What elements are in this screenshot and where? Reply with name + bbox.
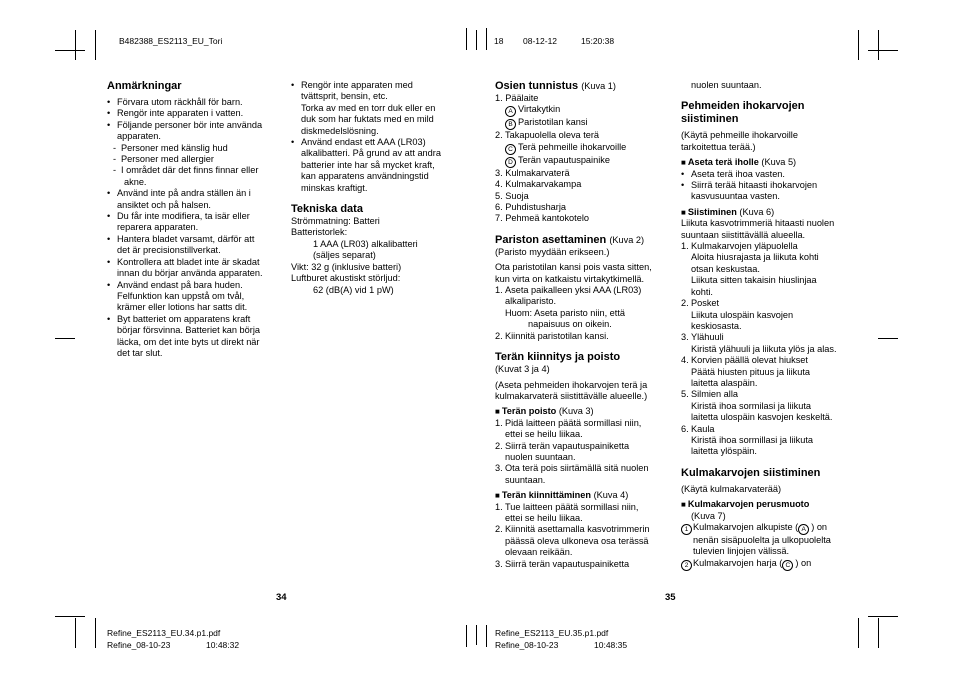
note: (Käytä kulmakarvaterää)	[681, 483, 782, 494]
spec-line: 1 AAA (LR03) alkalibatteri	[313, 238, 418, 249]
footer-right-date: Refine_08-10-23	[495, 640, 559, 650]
crop-mark	[486, 625, 487, 647]
part-item: C Terä pehmeille ihokarvoille	[495, 142, 671, 155]
step-item: 1. Aseta paikalleen yksi AAA (LR03) alkaliparisto.	[495, 285, 642, 307]
crop-mark	[858, 30, 859, 60]
crop-mark	[466, 28, 467, 50]
list-item: • Använd endast på bara huden. Felfunktion kan uppstå om tvål, krämer eller lotions har satts dit.	[107, 280, 279, 314]
step-item: 2. Siirrä terän vapautuspainiketta nuolen suuntaan.	[495, 440, 630, 462]
body-text: kulmakarvaterä siistittävälle alueelle.)	[495, 390, 648, 401]
step-item: 6. Kaula Kiristä ihoa sormillasi ja liikuta laitetta ylöspäin.	[681, 423, 814, 457]
list-item: • Förvara utom räckhåll för barn.	[107, 97, 279, 108]
part-item: 1. Päälaite	[495, 93, 539, 103]
header-date: 08-12-12	[523, 36, 558, 46]
crop-mark	[858, 618, 859, 648]
body-text: Liikuta kasvotrimmeriä hitaasti nuolen	[681, 218, 835, 229]
crop-mark	[95, 618, 96, 648]
list-item: • Byt batteriet om apparatens kraft börjar försvinna. Batteriet kan börja läcka, om det inte byts ut direkt när det tar slut.	[107, 314, 279, 360]
section-title: Kulmakarvojen siistiminen	[681, 466, 821, 479]
step-item: 5. Silmien alla Kiristä ihoa sormilasi ja liikuta laitetta ulospäin kasvojen keskeltä.	[681, 389, 833, 423]
crop-mark	[55, 616, 85, 617]
spec-line: Luftburet akustiskt störljud:	[291, 273, 401, 284]
section-title: Tekniska data	[291, 203, 363, 216]
footer-left-date: Refine_08-10-23	[107, 640, 171, 650]
column-siistiminen	[681, 80, 859, 571]
crop-mark	[75, 618, 76, 648]
part-item: B Paristotilan kansi	[495, 117, 671, 130]
part-item: 4. Kulmakarvakampa	[495, 179, 582, 190]
body-text: kun virta on katkaistu virtakytkimellä.	[495, 273, 645, 284]
crop-mark	[476, 30, 477, 50]
body-text: nuolen suuntaan.	[691, 80, 762, 90]
footer-left-time: 10:48:32	[206, 640, 240, 650]
spec-line: 62 (dB(A) vid 1 pW)	[313, 284, 394, 295]
spec-line: Vikt: 32 g (inklusive batteri)	[291, 261, 402, 272]
page-number-left: 34	[276, 592, 287, 603]
subsection-title: ■ Terän kiinnittäminen (Kuva 4)	[495, 490, 629, 501]
list-item: - Personer med känslig hud	[107, 143, 279, 154]
list-item: - Personer med allergier	[107, 154, 279, 165]
part-item: A Virtakytkin	[495, 104, 671, 117]
note: (Kuvat 3 ja 4)	[495, 364, 550, 375]
list-item: • Använd inte på andra ställen än i ansiktet och på halsen.	[107, 188, 279, 211]
list-item: • Rengör inte apparaten med tvättsprit, bensin, etc. Torka av med en torr duk eller en duk som har fuktats med en mild diskmedelslösning.	[291, 80, 463, 137]
step-item: 2. Posket Liikuta ulospäin kasvojen keskiosasta.	[681, 298, 794, 331]
header-page-ref: 18	[494, 36, 504, 46]
section-title: Pehmeiden ihokarvojen siistiminen	[681, 100, 805, 126]
crop-mark	[878, 30, 879, 60]
subsection-title: ■ Kulmakarvojen perusmuoto	[681, 499, 810, 510]
step-item: 3. Ylähuuli Kiristä ylähuuli ja liikuta ylös ja alas.	[681, 332, 837, 354]
step-item: 3. Siirrä terän vapautuspainiketta	[495, 558, 630, 569]
list-item: • Du får inte modifiera, ta isär eller reparera apparaten.	[107, 211, 279, 234]
step-item: 1. Pidä laitteen päätä sormillasi niin, ettei se heilu liikaa.	[495, 417, 642, 440]
body-text: (Aseta pehmeiden ihokarvojen terä ja	[495, 379, 648, 390]
spec-line: (säljes separat)	[313, 250, 376, 261]
crop-mark	[466, 625, 467, 647]
footer-right-time: 10:48:35	[594, 640, 628, 650]
crop-mark	[55, 338, 75, 339]
list-item: • Följande personer bör inte använda apparaten.	[107, 120, 279, 143]
body-text: Ota paristotilan kansi pois vasta sitten,	[495, 262, 652, 273]
section-title: Osien tunnistus (Kuva 1)	[495, 80, 616, 92]
header-time: 15:20:38	[581, 36, 615, 46]
list-item: - I området där det finns finnar eller akne.	[107, 165, 279, 188]
step-item: 1 Kulmakarvojen alkupiste ( A ) on nenän sisäpuolelta ja ulkopuolelta tulevien linjojen välissä.	[681, 522, 859, 558]
column-anmarkningar	[107, 80, 279, 359]
step-item: 3. Ota terä pois siirtämällä sitä nuolen suuntaan.	[495, 463, 649, 485]
header-job-id: B482388_ES2113_EU_Tori	[119, 36, 223, 46]
list-item: • Aseta terä ihoa vasten.	[681, 169, 859, 180]
step-item: 1. Kulmakarvojen yläpuolella Aloita hiusrajasta ja liikuta kohti otsan keskustaa. Liikuta sitten takaisin hiuslinjaa kohti.	[681, 241, 819, 297]
body-text: suuntaan siistittävällä alueella.	[681, 229, 806, 240]
crop-mark	[878, 618, 879, 648]
part-item: 7. Pehmeä kantokotelo	[495, 213, 589, 224]
crop-mark	[55, 50, 85, 51]
step-item: 2. Kiinnitä paristotilan kansi.	[495, 330, 609, 341]
note: (Kuva 7)	[691, 510, 726, 521]
list-item: • Rengör inte apparaten i vatten.	[107, 108, 279, 119]
column-tekniska	[291, 80, 463, 296]
page-number-right: 35	[665, 592, 676, 603]
note: (Käytä pehmeille ihokarvoille	[681, 130, 798, 141]
crop-mark	[868, 50, 898, 51]
list-item: • Använd endast ett AAA (LR03) alkalibatteri. På grund av att andra batterier inte har så mycket kraft, kan apparatens användningstid minskas kraftigt.	[291, 137, 463, 194]
subsection-title: ■ Terän poisto (Kuva 3)	[495, 406, 594, 417]
list-item: • Hantera bladet varsamt, därför att det är precisionstillverkat.	[107, 234, 279, 257]
part-item: 6. Puhdistusharja	[495, 202, 566, 213]
crop-mark	[486, 28, 487, 50]
list-item: • Kontrollera att bladet inte är skadat innan du börjar använda apparaten.	[107, 257, 279, 280]
crop-mark	[95, 30, 96, 60]
footer-right-file: Refine_ES2113_EU.35.p1.pdf	[495, 628, 609, 638]
part-item: D Terän vapautuspainike	[495, 155, 671, 168]
note: napaisuus on oikein.	[528, 319, 612, 330]
column-osien-tunnistus	[495, 80, 671, 570]
crop-mark	[868, 616, 898, 617]
footer-left-file: Refine_ES2113_EU.34.p1.pdf	[107, 628, 221, 638]
note: tarkoitettua terää.)	[681, 141, 756, 152]
step-item: 2 Kulmakarvojen harja ( C ) on	[681, 558, 859, 571]
part-item: 5. Suoja	[495, 190, 529, 201]
note: Huom: Aseta paristo niin, että	[505, 307, 626, 318]
crop-mark	[878, 338, 898, 339]
step-item: 2. Kiinnitä asettamalla kasvotrimmerin päässä oleva ulkoneva osa terässä olevaan reikään.	[495, 524, 650, 558]
spec-line: Strömmatning: Batteri	[291, 216, 380, 227]
step-item: 4. Korvien päällä olevat hiukset Päätä hiusten pituus ja liikuta laitetta alaspäin.	[681, 355, 811, 388]
list-item: • Siirrä terää hitaasti ihokarvojen kasvusuuntaa vasten.	[681, 180, 859, 203]
part-item: 2. Takapuolella oleva terä	[495, 130, 600, 141]
subsection-title: ■ Aseta terä iholle (Kuva 5)	[681, 157, 797, 168]
step-item: 1. Tue laitteen päätä sormillasi niin, ettei se heilu liikaa.	[495, 501, 639, 523]
section-title: Pariston asettaminen (Kuva 2)	[495, 233, 645, 246]
crop-mark	[476, 625, 477, 645]
part-item: 3. Kulmakarvaterä	[495, 167, 570, 178]
subsection-title: ■ Siistiminen (Kuva 6)	[681, 206, 775, 217]
section-title: Anmärkningar	[107, 80, 182, 92]
crop-mark	[75, 30, 76, 60]
spec-line: Batteristorlek:	[291, 227, 348, 238]
section-title: Terän kiinnitys ja poisto	[495, 351, 621, 364]
note: (Paristo myydään erikseen.)	[495, 246, 610, 257]
